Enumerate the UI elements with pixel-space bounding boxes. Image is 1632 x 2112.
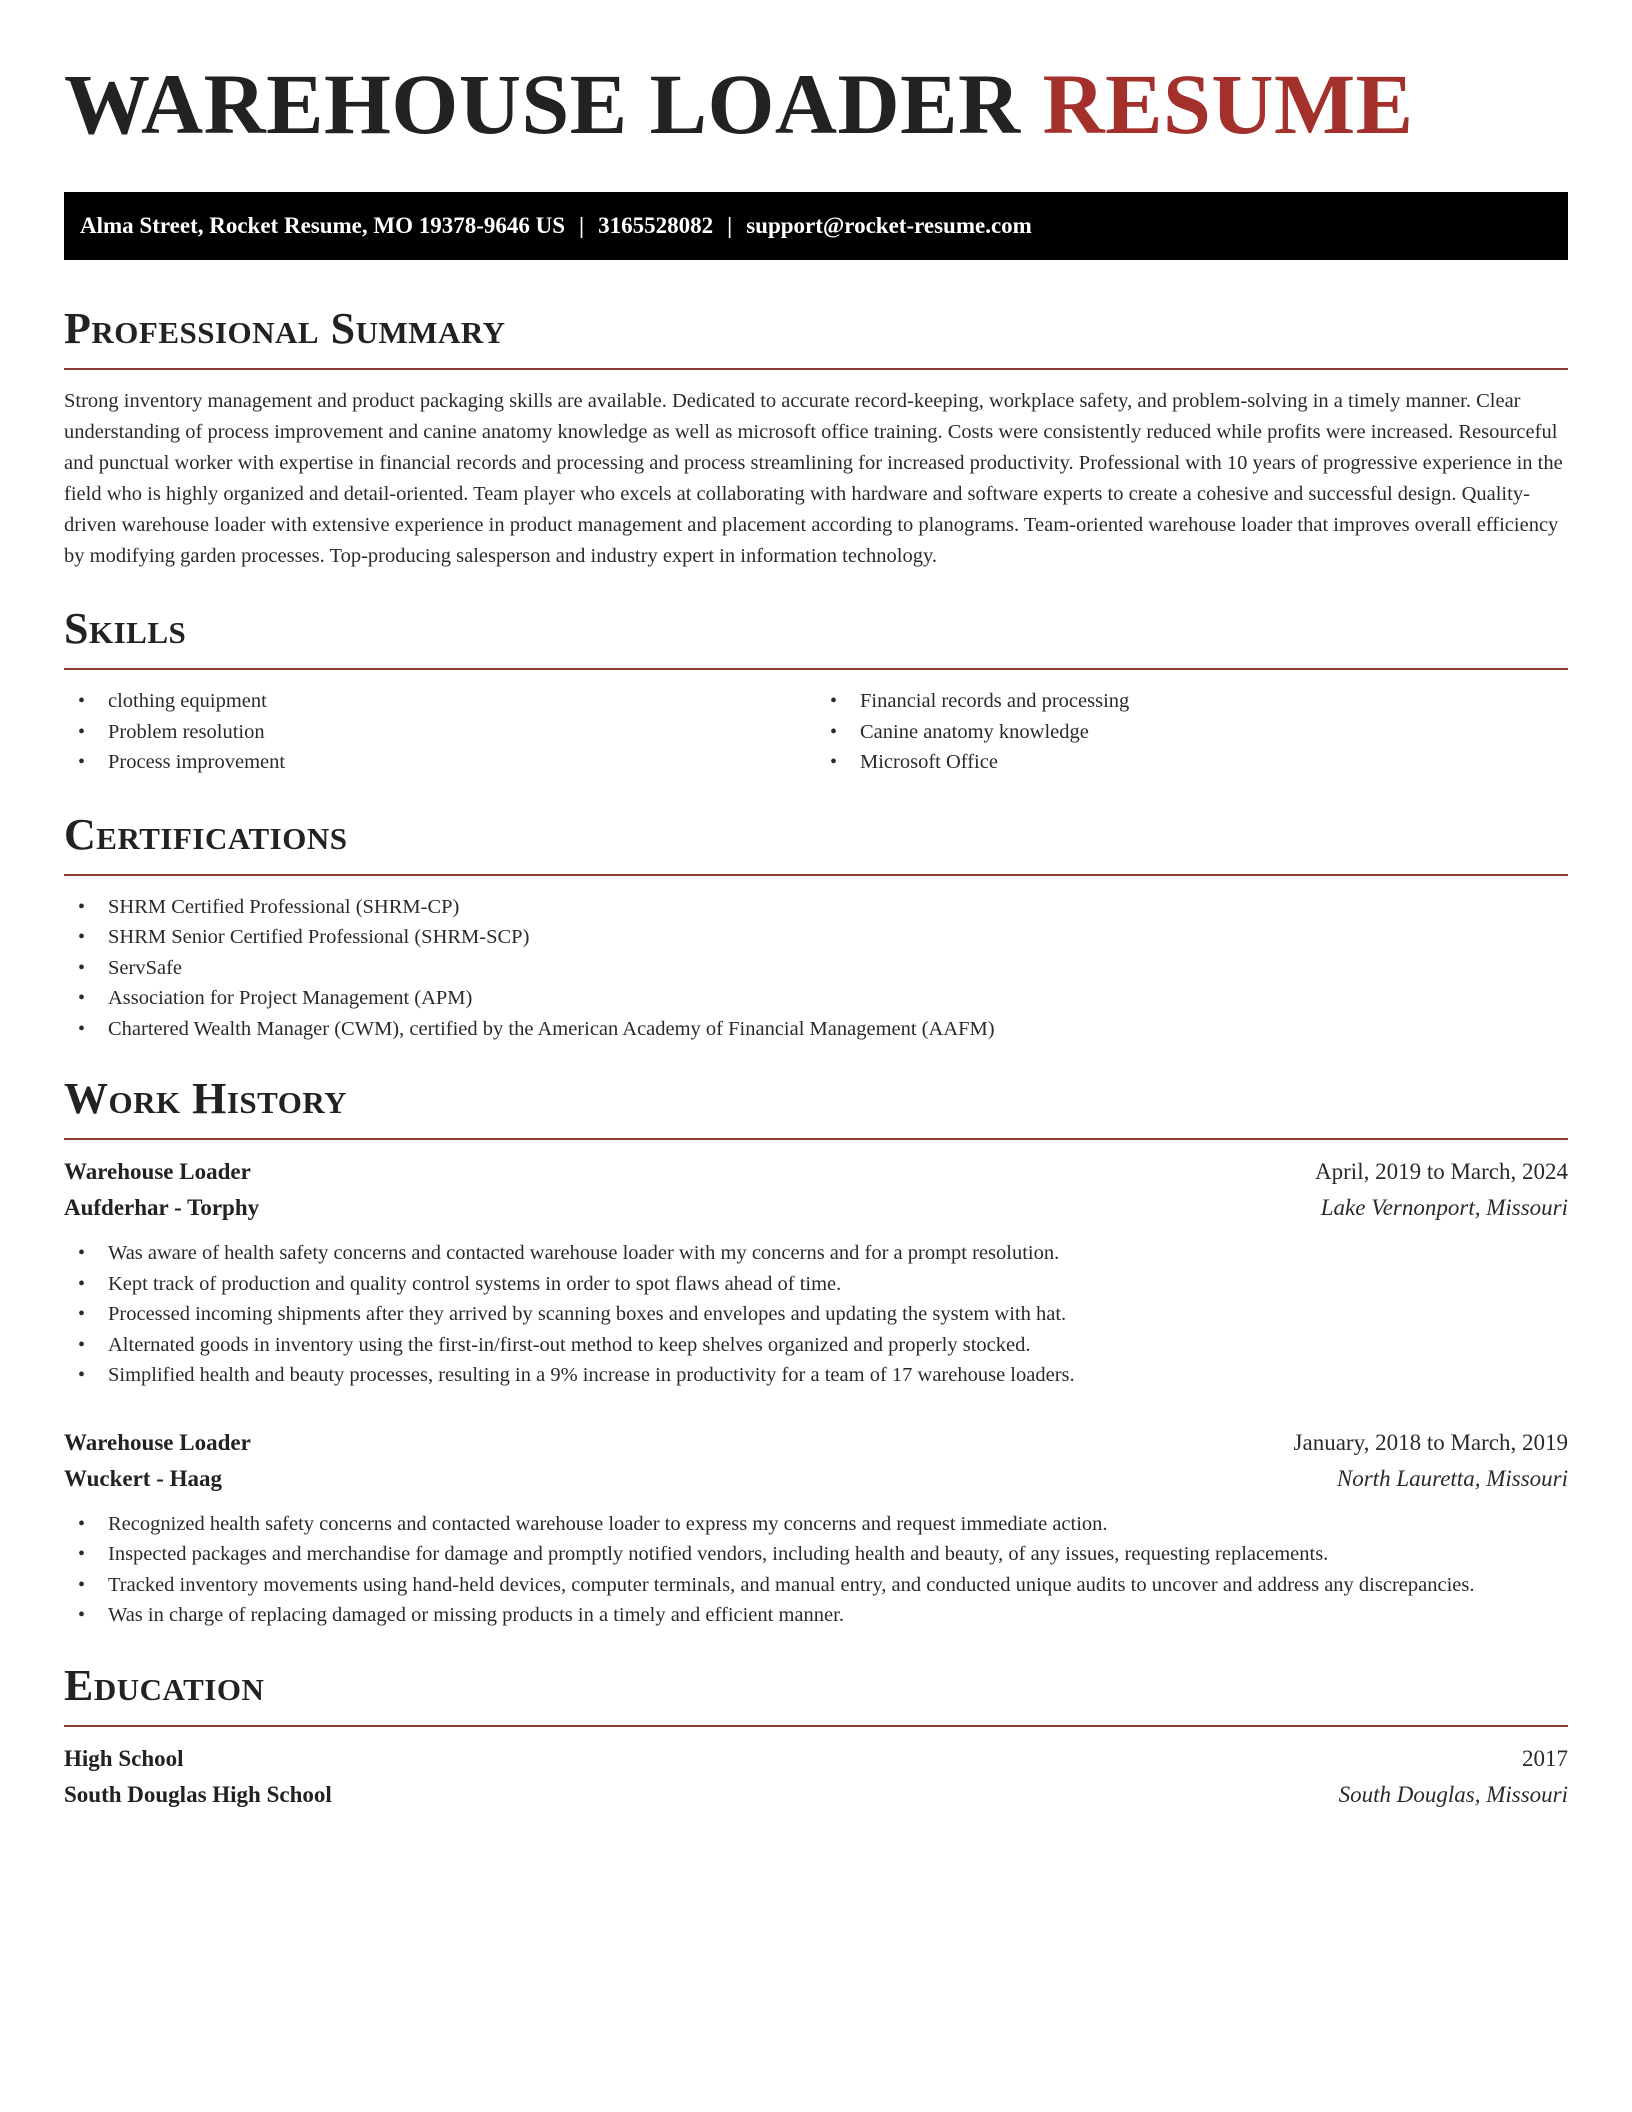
skill-item: • Financial records and processing [816,686,1568,717]
job-dates: January, 2018 to March, 2019 [1293,1429,1568,1455]
job-title: Warehouse Loader [64,1159,251,1184]
job-duty-item: • Kept track of production and quality control systems in order to spot flaws ahead of time. [64,1269,1568,1300]
job-duty-item: • Was in charge of replacing damaged or missing products in a timely and efficient manner. [64,1600,1568,1631]
job-duties-list [64,1238,1568,1391]
summary-heading: Professional Summary [64,304,506,353]
job-entry [64,1425,1568,1631]
work-history-section [64,1074,1568,1631]
skill-item: • Microsoft Office [816,747,1568,778]
skill-item: • clothing equipment [64,686,816,717]
skill-item: • Process improvement [64,747,816,778]
education-entry [64,1741,1568,1813]
resume-title [64,58,1568,150]
job-dates: April, 2019 to March, 2024 [1315,1159,1568,1184]
skills-column-left [64,686,816,778]
education-year: 2017 [1522,1745,1568,1771]
education-school: South Douglas High School [64,1781,332,1807]
certifications-heading: Certifications [64,809,348,859]
skill-item: • Problem resolution [64,717,816,748]
job-duty-item: • Recognized health safety concerns and contacted warehouse loader to express my concerns and request immediate action. [64,1509,1568,1540]
job-title-row [64,1154,1568,1190]
title-main: WAREHOUSE LOADER [64,56,1021,152]
skill-item: • Canine anatomy knowledge [816,717,1568,748]
job-duty-item: • Tracked inventory movements using hand-held devices, computer terminals, and manual entry, and conducted unique audits to uncover and address any discrepancies. [64,1570,1568,1601]
section-divider [64,668,1568,670]
certification-item: • Association for Project Management (APM) [64,983,1568,1014]
contact-email[interactable]: support@rocket-resume.com [746,213,1032,238]
section-divider [64,874,1568,876]
certifications-section [64,810,1568,1045]
job-company-row [64,1461,1568,1497]
contact-phone[interactable]: 3165528082 [598,213,714,238]
contact-bar [64,192,1568,260]
section-divider [64,1725,1568,1727]
contact-separator: | [579,213,585,238]
title-accent: RESUME [1042,56,1414,152]
job-duty-item: • Processed incoming shipments after they arrived by scanning boxes and envelopes and updating the system with hat. [64,1299,1568,1330]
job-duties-list [64,1509,1568,1631]
job-company-row [64,1190,1568,1226]
certifications-list [64,892,1568,1045]
job-duty-item: • Was aware of health safety concerns and contacted warehouse loader with my concerns and for a prompt resolution. [64,1238,1568,1269]
summary-section [64,304,1568,572]
certification-item: • SHRM Certified Professional (SHRM-CP) [64,892,1568,923]
contact-address: Alma Street, Rocket Resume, MO 19378-9646 US [80,213,566,238]
section-divider [64,368,1568,370]
job-company: Wuckert - Haag [64,1465,223,1491]
education-section [64,1661,1568,1813]
job-duty-item: • Simplified health and beauty processes, resulting in a 9% increase in productivity for a team of 17 warehouse loaders. [64,1360,1568,1391]
certification-item: • Chartered Wealth Manager (CWM), certified by the American Academy of Financial Management (AAFM) [64,1014,1568,1045]
contact-separator: | [727,213,733,238]
education-school-row [64,1777,1568,1813]
certification-item: • ServSafe [64,953,1568,984]
job-duty-item: • Inspected packages and merchandise for damage and promptly notified vendors, including health and beauty, of any issues, requesting replacements. [64,1539,1568,1570]
skills-section [64,604,1568,778]
education-heading: Education [64,1660,265,1710]
job-company: Aufderhar - Torphy [64,1195,260,1220]
education-location: South Douglas, Missouri [1338,1781,1568,1807]
education-degree: High School [64,1745,184,1771]
job-location: Lake Vernonport, Missouri [1320,1195,1568,1220]
skills-column-right [816,686,1568,778]
work-history-heading: Work History [64,1074,348,1123]
job-entry [64,1154,1568,1391]
skills-list-right [816,686,1568,778]
job-duty-item: • Alternated goods in inventory using the first-in/first-out method to keep shelves organized and properly stocked. [64,1330,1568,1361]
education-degree-row [64,1741,1568,1777]
skills-list-left [64,686,816,778]
certification-item: • SHRM Senior Certified Professional (SHRM-SCP) [64,922,1568,953]
skills-heading: Skills [64,604,187,653]
skills-grid [64,686,1568,778]
job-title-row [64,1425,1568,1461]
job-location: North Lauretta, Missouri [1336,1465,1568,1491]
job-title: Warehouse Loader [64,1429,251,1455]
summary-text: Strong inventory management and product packaging skills are available. Dedicated to accurate record-keeping, workplace safety, and problem-solving in a timely manner. Clear understanding of process improvement and canine anatomy knowledge as well as microsoft office training. Costs were consistently reduced while profits were increased. Resourceful and punctual worker with expertise in financial records and processing and process streamlining for increased productivity. Professional with 10 years of progressive experience in the field who is highly organized and detail-oriented. Team player who excels at collaborating with hardware and software experts to create a cohesive and successful design. Quality-driven warehouse loader with extensive experience in product management and placement according to planograms. Team-oriented warehouse loader that improves overall efficiency by modifying garden processes. Top-producing salesperson and industry expert in information technology. [64,390,1563,567]
section-divider [64,1138,1568,1140]
